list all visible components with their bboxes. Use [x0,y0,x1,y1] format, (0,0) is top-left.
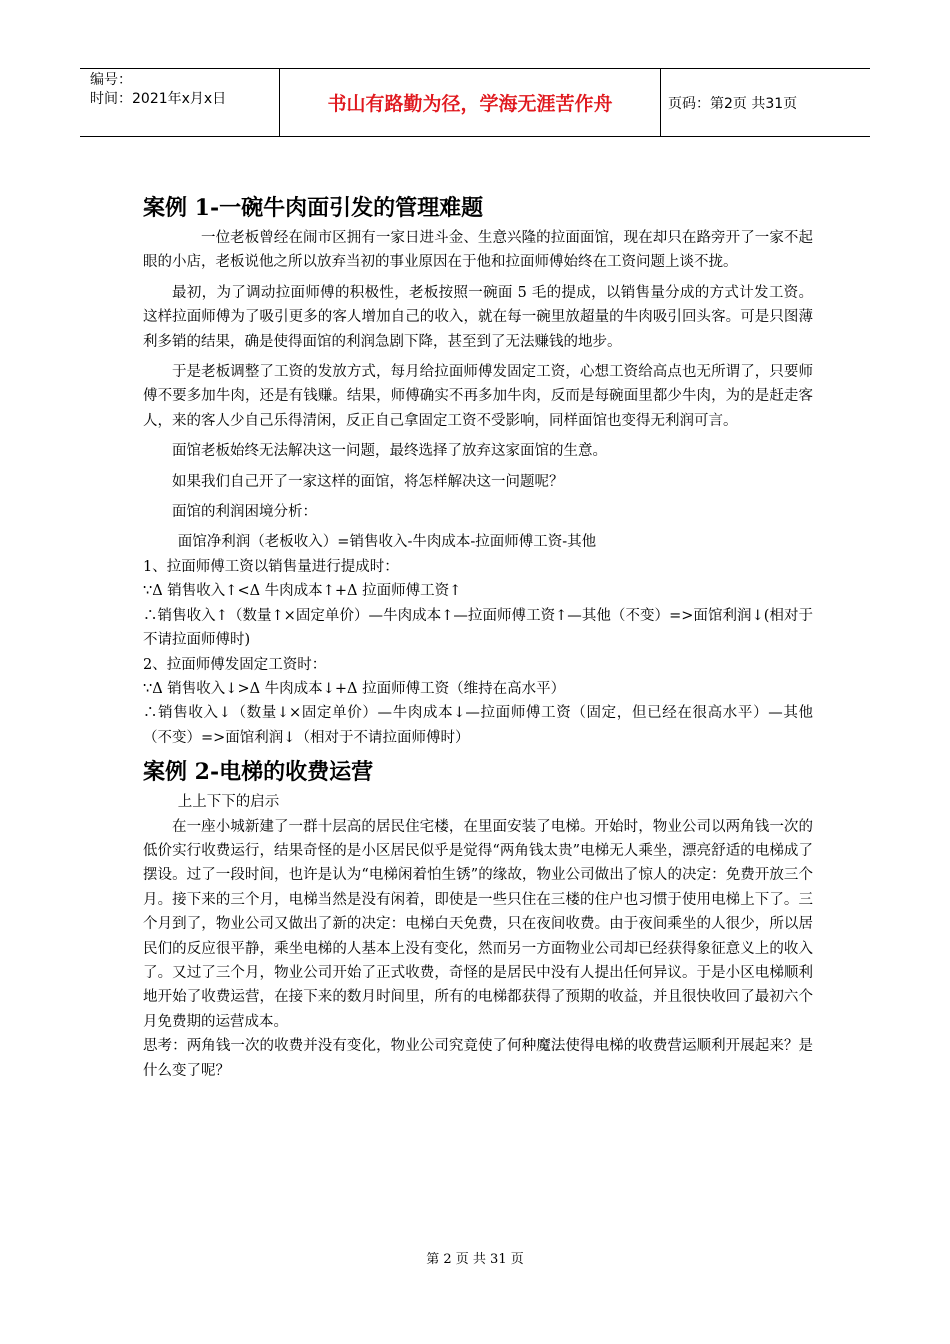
document-number: 编号： [90,72,132,88]
case1-paragraph-6: 面馆的利润困境分析： [172,504,317,521]
case1-item-2-therefore: ∴销售收入↓（数量↓×固定单价）—牛肉成本↓—拉面师傅工资（固定，但已经在很高水平）—其他（不变）=>面馆利润↓（相对于不请拉面师傅时） [143,705,813,746]
page-footer: 第 2 页 共 31 页 [426,1252,524,1267]
case2-subtitle: 上上下下的启示 [177,794,280,811]
header-table [80,68,870,137]
case1-paragraph-1: 一位老板曾经在闹市区拥有一家日进斗金、生意兴隆的拉面面馆，现在却只在路旁开了一家不起眼的小店，老板说他之所以放弃当初的事业原因在于他和拉面师傅始终在工资问题上谈不拢。 [143,230,813,271]
case1-paragraph-4: 面馆老板始终无法解决这一问题，最终选择了放弃这家面馆的生意。 [172,443,607,460]
case1-item-1-because: ∵Δ 销售收入↑<Δ 牛肉成本↑+Δ 拉面师傅工资↑ [143,583,462,600]
case2-title: 案例 2-电梯的收费运营 [143,759,374,786]
header-page-info: 页码：第2页 共31页 [668,95,798,112]
header-motto: 书山有路勤为径，学海无涯苦作舟 [280,69,661,136]
case1-formula: 面馆净利润（老板收入）=销售收入-牛肉成本-拉面师傅工资-其他 [177,534,597,551]
case1-item-2-because: ∵Δ 销售收入↓>Δ 牛肉成本↓+Δ 拉面师傅工资（维持在高水平） [143,680,566,697]
document-body [143,190,813,1083]
case1-title: 案例 1-一碗牛肉面引发的管理难题 [143,195,484,221]
case2-question: 思考：两角钱一次的收费并没有变化，物业公司究竟使了何种魔法使得电梯的收费营运顺利开展起来？是什么变了呢？ [143,1038,813,1079]
case1-paragraph-5: 如果我们自己开了一家这样的面馆，将怎样解决这一问题呢？ [172,473,564,490]
case2-paragraph-1: 在一座小城新建了一群十层高的居民住宅楼，在里面安装了电梯。开始时，物业公司以两角钱一次的低价实行收费运行，结果奇怪的是小区居民似乎是觉得“两角钱太贵”电梯无人乘坐，漂亮舒适的电梯成了摆设。过了一段时间，也许是认为“电梯闲着怕生锈”的缘故，物业公司做出了惊人的决定：免费开放三个月。接下来的三个月，电梯当然是没有闲着，即使是一些只住在三楼的住户也习惯于使用电梯上下了。三个月到了，物业公司又做出了新的决定：电梯白天免费，只在夜间收费。由于夜间乘坐的人很少，所以居民们的反应很平静，乘坐电梯的人基本上没有变化，然而另一方面物业公司却已经获得象征意义上的收入了。又过了三个月，物业公司开始了正式收费，奇怪的是居民中没有人提出任何异议。于是小区电梯顺利地开始了收费运营，在接下来的数月时间里，所有的电梯都获得了预期的收益，并且很快收回了最初六个月免费期的运营成本。 [143,818,813,1030]
case1-paragraph-3: 于是老板调整了工资的发放方式，每月给拉面师傅发固定工资，心想工资给高点也无所谓了，只要师傅不要多加牛肉，还是有钱赚。结果，师傅确实不再多加牛肉，反而是每碗面里都少牛肉，为的是赶走客人，来的客人少自己乐得清闲，反正自己拿固定工资不受影响，同样面馆也变得无利润可言。 [143,364,813,429]
case1-item-1-therefore: ∴销售收入↑（数量↑×固定单价）—牛肉成本↑—拉面师傅工资↑—其他（不变）=>面馆利润↓(相对于不请拉面师傅时) [143,607,813,649]
case1-item-1: 1、拉面师傅工资以销售量进行提成时： [143,558,399,575]
case1-item-2: 2、拉面师傅发固定工资时： [143,656,327,673]
case1-paragraph-2: 最初，为了调动拉面师傅的积极性，老板按照一碗面 5 毛的提成，以销售量分成的方式计发工资。这样拉面师傅为了吸引更多的客人增加自己的收入，就在每一碗里放超量的牛肉吸引回头客。可是只图薄利多销的结果，确是使得面馆的利润急剧下降，甚至到了无法赚钱的地步。 [143,284,813,350]
header-meta-cell [80,69,280,136]
document-time: 时间：2021年x月x日 [90,91,227,107]
